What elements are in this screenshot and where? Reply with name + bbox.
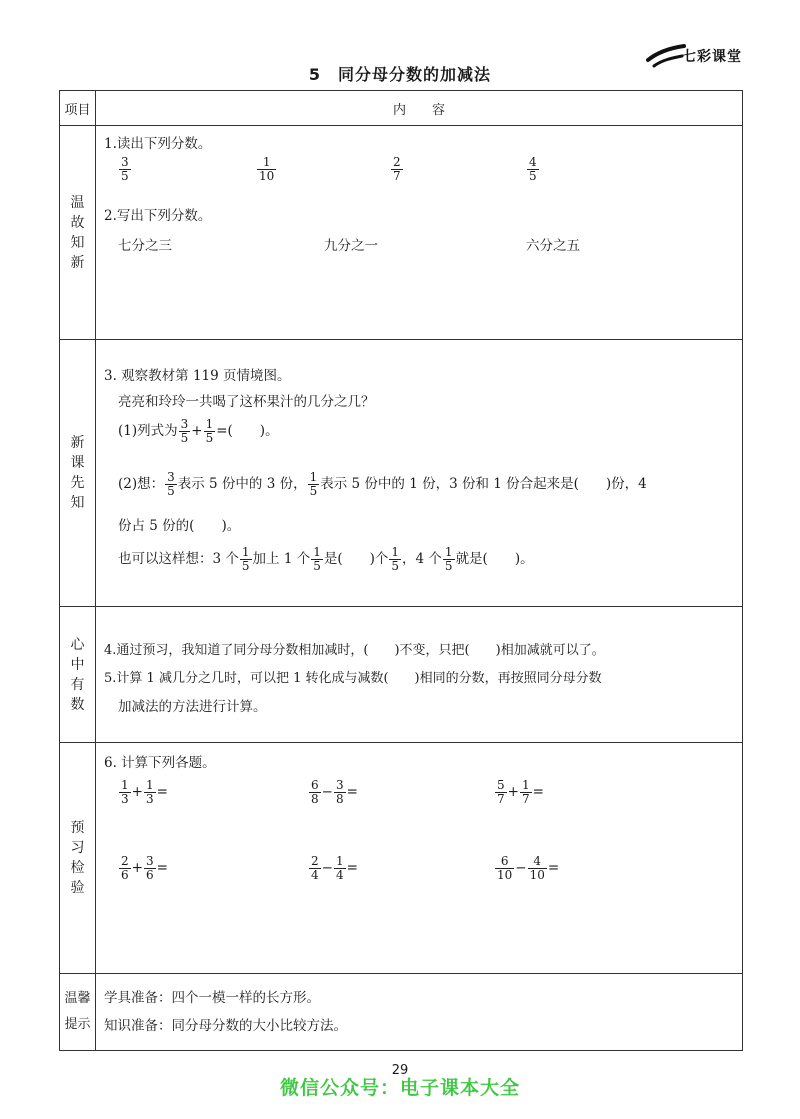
brush-stroke-icon <box>646 40 686 70</box>
fraction <box>309 855 321 882</box>
numerator: 1 <box>335 854 344 868</box>
fraction <box>308 471 320 498</box>
question-6: 6. 计算下列各题。 <box>104 755 216 771</box>
denominator: 5 <box>444 559 453 573</box>
denominator: 5 <box>309 484 318 498</box>
problem-3: $\frac{5}{7}$ + $\frac{1}{7}$ = <box>497 778 544 806</box>
header-item: 项目 <box>60 91 96 126</box>
tip-line-2: 知识准备：同分母分数的大小比较方法。 <box>104 1018 347 1034</box>
numerator: 1 <box>391 545 400 559</box>
numerator: 3 <box>145 854 154 868</box>
denominator: 6 <box>121 868 129 882</box>
denominator: 5 <box>180 431 189 445</box>
numerator: 5 <box>497 778 505 792</box>
word-fraction-2: 九分之一 <box>324 238 378 254</box>
worksheet-table <box>59 90 743 1051</box>
denominator: 3 <box>121 792 129 806</box>
header-content: 内 容 <box>96 91 743 126</box>
numerator: 1 <box>313 545 321 559</box>
numerator: 3 <box>335 778 344 792</box>
numerator: 4 <box>533 854 542 868</box>
fraction <box>119 779 131 806</box>
numerator: 1 <box>121 778 129 792</box>
section-preview <box>60 743 743 974</box>
numerator: 6 <box>500 854 509 868</box>
fraction <box>311 546 323 573</box>
fraction <box>495 855 514 882</box>
denominator: 7 <box>393 169 401 183</box>
denominator: 5 <box>167 484 175 498</box>
section-review <box>60 126 743 340</box>
denominator: 7 <box>521 792 530 806</box>
fraction <box>334 779 346 806</box>
denominator: 6 <box>145 868 154 882</box>
numerator: 1 <box>241 545 250 559</box>
problem-5: $\frac{2}{4}$ − $\frac{1}{4}$ = <box>311 854 358 882</box>
table-header-row <box>60 91 743 126</box>
numerator: 6 <box>311 778 319 792</box>
denominator: 4 <box>335 868 344 882</box>
word-fraction-3: 六分之五 <box>526 238 580 254</box>
denominator: 5 <box>205 431 214 445</box>
numerator: 3 <box>180 417 189 431</box>
fraction-2-7 <box>390 156 404 183</box>
problem-4: $\frac{2}{6}$ + $\frac{3}{6}$ = <box>121 854 168 882</box>
part-3: 也可以这样想：3 个 $\frac{1}{5}$ 加上 1 个 $\frac{1}{5}$ 是( )个 $\frac{1}{5}$ ，4 个 $\frac{1}{5}$ 就是( )。 <box>118 545 534 573</box>
fraction <box>204 418 216 445</box>
fraction <box>144 779 156 806</box>
tips-label-1: 温馨 <box>64 991 91 1006</box>
denominator: 5 <box>529 169 537 183</box>
denominator: 10 <box>497 868 513 882</box>
numerator: 4 <box>529 155 537 169</box>
section-label-new: 新课先知 <box>70 435 85 511</box>
denominator: 5 <box>391 559 400 573</box>
question-3-text: 亮亮和玲玲一共喝了这杯果汁的几分之几？ <box>118 394 375 410</box>
logo-text: 七彩课堂 <box>682 49 742 65</box>
problem-1: $\frac{1}{3}$ + $\frac{1}{3}$ = <box>121 778 168 806</box>
section-tips <box>60 974 743 1051</box>
fraction <box>520 779 532 806</box>
question-4: 4.通过预习，我知道了同分母分数相加减时，( )不变，只把( )相加减就可以了。 <box>104 643 605 658</box>
question-1: 1.读出下列分数。 <box>104 136 212 152</box>
numerator: 3 <box>121 155 129 169</box>
tips-label-2: 提示 <box>64 1017 91 1032</box>
page-title: 5 同分母分数的加减法 <box>308 65 492 84</box>
numerator: 1 <box>521 778 530 792</box>
fraction <box>240 546 252 573</box>
fraction-3-5 <box>118 156 132 183</box>
fraction <box>528 855 547 882</box>
section-heart <box>60 607 743 743</box>
fraction <box>119 156 131 183</box>
question-3: 3. 观察教材第 119 页情境图。 <box>104 368 291 384</box>
fraction <box>257 156 276 183</box>
numerator: 1 <box>262 155 271 169</box>
problem-6: $\frac{6}{10}$ − $\frac{4}{10}$ = <box>497 854 560 882</box>
denominator: 4 <box>311 868 319 882</box>
part-1: (1)列式为 $\frac{3}{5}$ + $\frac{1}{5}$ =( )。 <box>118 417 279 445</box>
fraction <box>309 779 321 806</box>
numerator: 1 <box>145 778 154 792</box>
question-5: 5.计算 1 减几分之几时，可以把 1 转化成与减数( )相同的分数，再按照同分母分数 <box>104 671 602 686</box>
fraction <box>119 855 131 882</box>
tip-line-1: 学具准备：四个一模一样的长方形。 <box>104 990 320 1006</box>
numerator: 2 <box>311 854 319 868</box>
numerator: 1 <box>444 545 453 559</box>
part-2: (2)想： $\frac{3}{5}$ 表示 5 份中的 3 份， $\frac{1}{5}$ 表示 5 份中的 1 份，3 份和 1 份合起来是( )份，4 <box>118 470 647 498</box>
numerator: 3 <box>167 470 175 484</box>
denominator: 10 <box>529 868 545 882</box>
denominator: 5 <box>121 169 129 183</box>
section-label-review: 温故知新 <box>70 194 85 271</box>
fraction <box>179 418 191 445</box>
section-new <box>60 340 743 607</box>
brand-logo <box>646 40 742 70</box>
fraction <box>389 546 401 573</box>
denominator: 8 <box>311 792 319 806</box>
numerator: 1 <box>309 470 318 484</box>
question-5-line-2: 加减法的方法进行计算。 <box>118 699 267 715</box>
denominator: 8 <box>335 792 344 806</box>
watermark-text: 微信公众号：电子课本大全 <box>279 1077 520 1099</box>
section-label-preview: 预习检验 <box>70 820 85 896</box>
fraction-4-5 <box>526 156 540 183</box>
denominator: 5 <box>241 559 250 573</box>
fraction <box>165 471 177 498</box>
denominator: 3 <box>145 792 154 806</box>
fraction <box>334 855 346 882</box>
denominator: 10 <box>259 169 275 183</box>
numerator: 2 <box>121 854 129 868</box>
fraction-1-10 <box>256 156 277 183</box>
part-2-line-2: 份占 5 份的( )。 <box>118 518 241 534</box>
section-label-heart: 心中有数 <box>70 636 85 713</box>
fraction <box>443 546 455 573</box>
word-fraction-1: 七分之三 <box>118 238 172 254</box>
numerator: 1 <box>205 417 214 431</box>
fraction <box>144 855 156 882</box>
page-number: 29 <box>391 1063 409 1078</box>
numerator: 2 <box>393 155 401 169</box>
fraction <box>495 779 507 806</box>
denominator: 7 <box>497 792 505 806</box>
denominator: 5 <box>313 559 321 573</box>
fraction <box>527 156 539 183</box>
problem-2: $\frac{6}{8}$ − $\frac{3}{8}$ = <box>311 778 358 806</box>
question-2: 2.写出下列分数。 <box>104 208 212 224</box>
fraction <box>391 156 403 183</box>
